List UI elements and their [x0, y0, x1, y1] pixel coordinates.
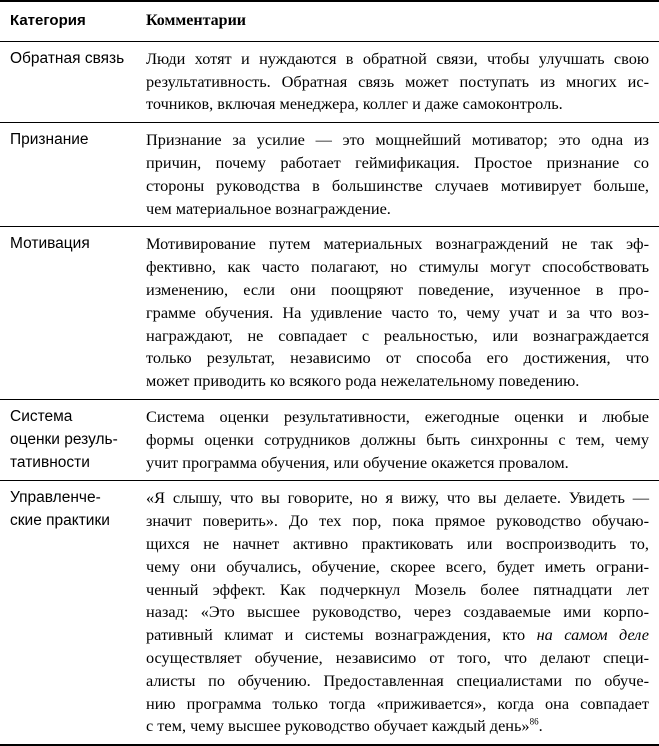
comment-line: результативность. Обратная связь может поступать из многих ис-: [146, 71, 649, 91]
comment-line: Мотивирование путем материальных вознаграждений не так эф-: [146, 234, 649, 254]
category-line: Мотивация: [10, 235, 90, 253]
final-period: .: [538, 716, 543, 736]
category-line: Обратная связь: [10, 49, 125, 67]
comment-line: чем материальное вознаграждение.: [146, 198, 391, 218]
comment-line: только результат, независимо от способа его достижения, что: [146, 348, 649, 368]
comment-line: может приводить ко всякого рода нежелательному поведению.: [146, 371, 580, 391]
comment-line: грамме обучения. На удивление часто то, чему учат и за что воз-: [146, 302, 649, 322]
table-row-motivation: [0, 227, 659, 400]
category-cell: [0, 400, 134, 480]
comment-line: [146, 624, 649, 647]
category-line: тативности: [10, 453, 90, 471]
category-line: ские практики: [10, 512, 110, 530]
comment-cell: [134, 400, 659, 480]
comment-line: «Я слышу, что вы говорите, но я вижу, что вы делаете. Увидеть —: [146, 488, 649, 508]
table-row-performance-system: [0, 400, 659, 481]
comment-line: осуществляет обучение, независимо от того, что делают специ-: [146, 647, 649, 667]
header-category: Категория: [10, 12, 86, 29]
comment-cell: [134, 227, 659, 399]
category-cell: [0, 42, 134, 122]
table-row-recognition: [0, 123, 659, 227]
table-header-row: [0, 2, 659, 42]
footnote-marker: 86: [529, 716, 539, 727]
table-row-management-practices: [0, 481, 659, 744]
comment-line: формы оценки сотрудников должны быть синхронны с тем, чему: [146, 429, 649, 449]
italic-phrase: на самом деле: [536, 625, 650, 645]
comment-line-text: ративный климат и системы вознаграждения, кто: [146, 625, 537, 645]
comment-line: изменению, если они поощряют поведение, изученное в про-: [146, 279, 649, 299]
category-cell: [0, 227, 134, 399]
comment-line: [146, 715, 649, 738]
comment-cell: [134, 42, 659, 122]
comment-line: щихся не начнет активно практиковать или воспроизводить то,: [146, 533, 649, 553]
table-row-feedback: [0, 42, 659, 123]
comment-line: алисты по обучению. Предоставленная специалистами по обуче-: [146, 670, 649, 690]
comment-line: точников, включая менеджера, коллег и даже самоконтроль.: [146, 94, 563, 114]
category-cell: [0, 123, 134, 226]
comment-line-text: с тем, чему высшее руководство обучает каждый день»: [146, 716, 530, 736]
comment-cell: [134, 123, 659, 226]
category-line: Система: [10, 407, 73, 425]
comment-line: фективно, как часто полагают, но стимулы могут способствовать: [146, 257, 649, 277]
header-comments: Комментарии: [146, 12, 247, 29]
comment-line: ченный эффект. Как подчеркнул Мозель более пятнадцати лет: [146, 579, 649, 599]
comment-line: Люди хотят и нуждаются в обратной связи, чтобы улучшать свою: [146, 48, 649, 68]
comment-line: чему они обучались, обучение, скорее всего, будет иметь ограни-: [146, 556, 649, 576]
comment-line: награждают, не совпадает с реальностью, или вознаграждается: [146, 325, 649, 345]
comment-line: Признание за усилие — это мощнейший мотиватор; это одна из: [146, 130, 649, 150]
category-cell: [0, 481, 134, 744]
category-line: оценки резуль-: [10, 430, 118, 448]
comment-line: стороны руководства в большинстве случаев мотивирует больше,: [146, 175, 649, 195]
comment-cell: [134, 481, 659, 744]
category-line: Управленче-: [10, 489, 101, 507]
category-line: Признание: [10, 131, 89, 149]
comment-line: учит программа обучения, или обучение окажется провалом.: [146, 452, 569, 472]
comment-line: Система оценки результативности, ежегодные оценки и любые: [146, 406, 649, 426]
comment-line: значит поверить». До тех пор, пока прямое руководство обучаю-: [146, 511, 649, 531]
comment-line: нию программа только тогда «приживается», когда она совпадает: [146, 693, 649, 713]
comment-line: причин, почему работает геймификация. Простое признание со: [146, 152, 649, 172]
comment-line: назад: «Это высшее руководство, через создаваемые ими корпо-: [146, 602, 649, 622]
